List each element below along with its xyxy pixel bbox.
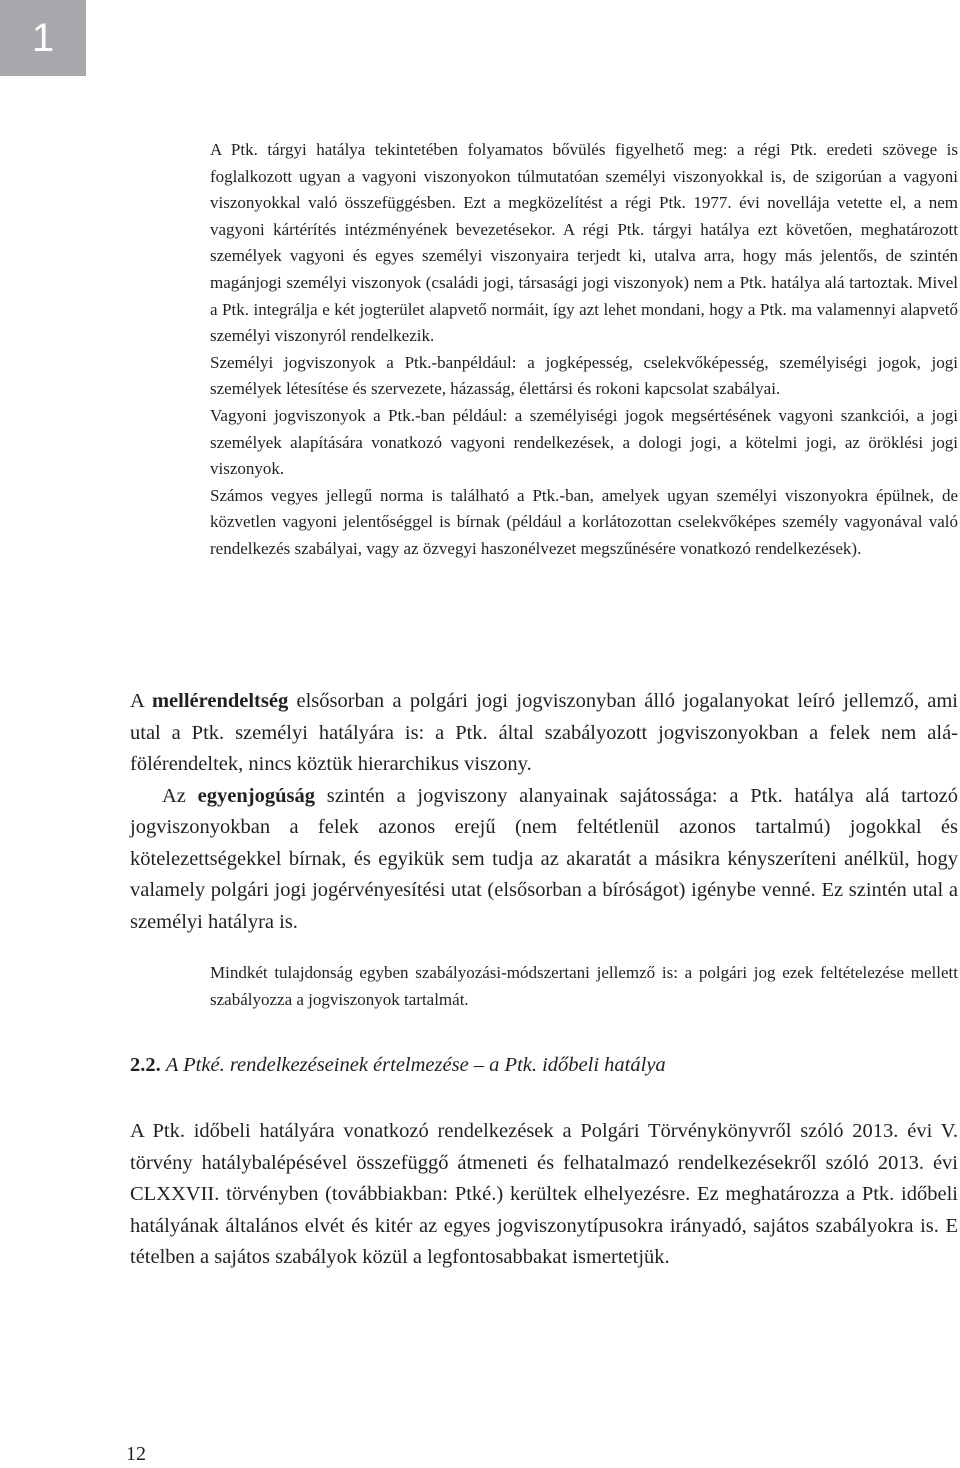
paragraph-personal-relations: Személyi jogviszonyok a Ptk.-banpéldául: a jogképesség, cselekvőképesség, személyiségi jogok, jogi személyek létesítése és szervezete, házasság, élettársi és rokoni kapcsolat szabályai. [210, 352, 958, 399]
paragraph-scope-history: A Ptk. tárgyi hatálya tekintetében folyamatos bővülés figyelhető meg: a régi Ptk. eredeti szövege is foglalkozott ugyan a vagyoni viszonyokon túlmutatóan személyi viszonyokkal is, de szigorúan a vagyoni viszonyokkal való összefüggésben. Ezt a megközelítést a régi Ptk. 1977. évi novellája vetette el, a nem vagyoni kártérítés intézményének bevezetésekor. A régi Ptk. tárgyi hatálya ezt követően, meghatározott személyek vagyoni és egyes személyi viszonyaira terjedt ki, utalva arra, hogy más jelentős, de szintén magánjogi személyi viszonyok (családi jogi, társasági jogi viszonyok) nem a Ptk. hatálya alá tartoztak. Mivel a Ptk. integrálja e két jogterület alapvető normáit, így azt lehet mondani, hogy a Ptk. ma valamennyi alapvető személyi viszonyról rendelkezik. [210, 140, 958, 346]
indented-section-scope [210, 137, 958, 563]
paragraph-property-relations: Vagyoni jogviszonyok a Ptk.-ban például: a személyiségi jogok megsértésének vagyoni szankciói, a jogi személyek alapítására vonatkozó vagyoni rendelkezések, a dologi jogi, a kötelmi jogi, az öröklési jogi viszonyok. [210, 405, 958, 479]
indented-section-method [210, 960, 958, 1013]
chapter-number-tab: 1 [0, 0, 86, 76]
page-number: 12 [126, 1443, 146, 1465]
term-equality: egyenjogúság [197, 784, 315, 807]
paragraph-temporal-scope: A Ptk. időbeli hatályára vonatkozó rendelkezések a Polgári Törvénykönyvről szóló 2013. évi V. törvény hatálybalépésével összefüggő átmeneti és felhatalmazó rendelkezésekről szóló 2013. évi CLXXVII. törvényben (továbbiakban: Ptké.) kerültek elhelyezésre. Ez meghatározza a Ptk. időbeli hatályának általános elvét és kitér az egyes jogviszonytípusokra irányadó, sajátos szabályokra is. E tételben a sajátos szabályok közül a legfontosabbakat ismertetjük. [130, 1120, 958, 1268]
main-section-principles [130, 686, 958, 938]
section-heading [130, 1050, 958, 1081]
text-run: elsősorban a polgári jogi jogviszonyban álló jogalanyokat leíró jellemző, ami utal a Ptk. személyi hatályára is: a Ptk. által szabályozott jogviszonyokban a felek nem alá-fölérendeltek, nincs köztük hierarchikus viszony. [130, 690, 958, 775]
paragraph-coordination [130, 686, 958, 781]
text-run: szintén a jogviszony alanyainak sajátossága: a Ptk. hatálya alá tartozó jogviszonyokban a felek azonos erejű (nem feltétlenül azonos tartalmú) jogokkal és kötelezettségekkel bírnak, és egyikük sem tudja az akaratát a másikra kényszeríteni anélkül, hogy valamely polgári jogi jogérvényesítési utat (elsősorban a bíróságot) igénybe venné. Ez szintén utal a személyi hatályra is. [130, 784, 959, 933]
text-run: A [130, 690, 152, 712]
section-number: 2.2. [130, 1054, 161, 1076]
text-run: Az [162, 784, 198, 807]
section-title: A Ptké. rendelkezéseinek értelmezése – a Ptk. időbeli hatálya [165, 1054, 666, 1076]
main-section-temporal-scope [130, 1116, 958, 1274]
paragraph-mixed-norms: Számos vegyes jellegű norma is található a Ptk.-ban, amelyek ugyan személyi viszonyokra épülnek, de közvetlen vagyoni jelentőséggel is bírnak (például a korlátozottan cselekvőképes személy vagyonával való rendelkezés szabályai, vagy az özvegyi haszonélvezet megszűnésére vonatkozó rendelkezések). [210, 485, 958, 558]
term-coordination: mellérendeltség [151, 690, 289, 712]
paragraph-method-note: Mindkét tulajdonság egyben szabályozási-módszertani jellemző is: a polgári jog ezek feltételezése mellett szabályozza a jogviszonyok tartalmát. [210, 963, 958, 1009]
paragraph-equality [130, 781, 958, 939]
